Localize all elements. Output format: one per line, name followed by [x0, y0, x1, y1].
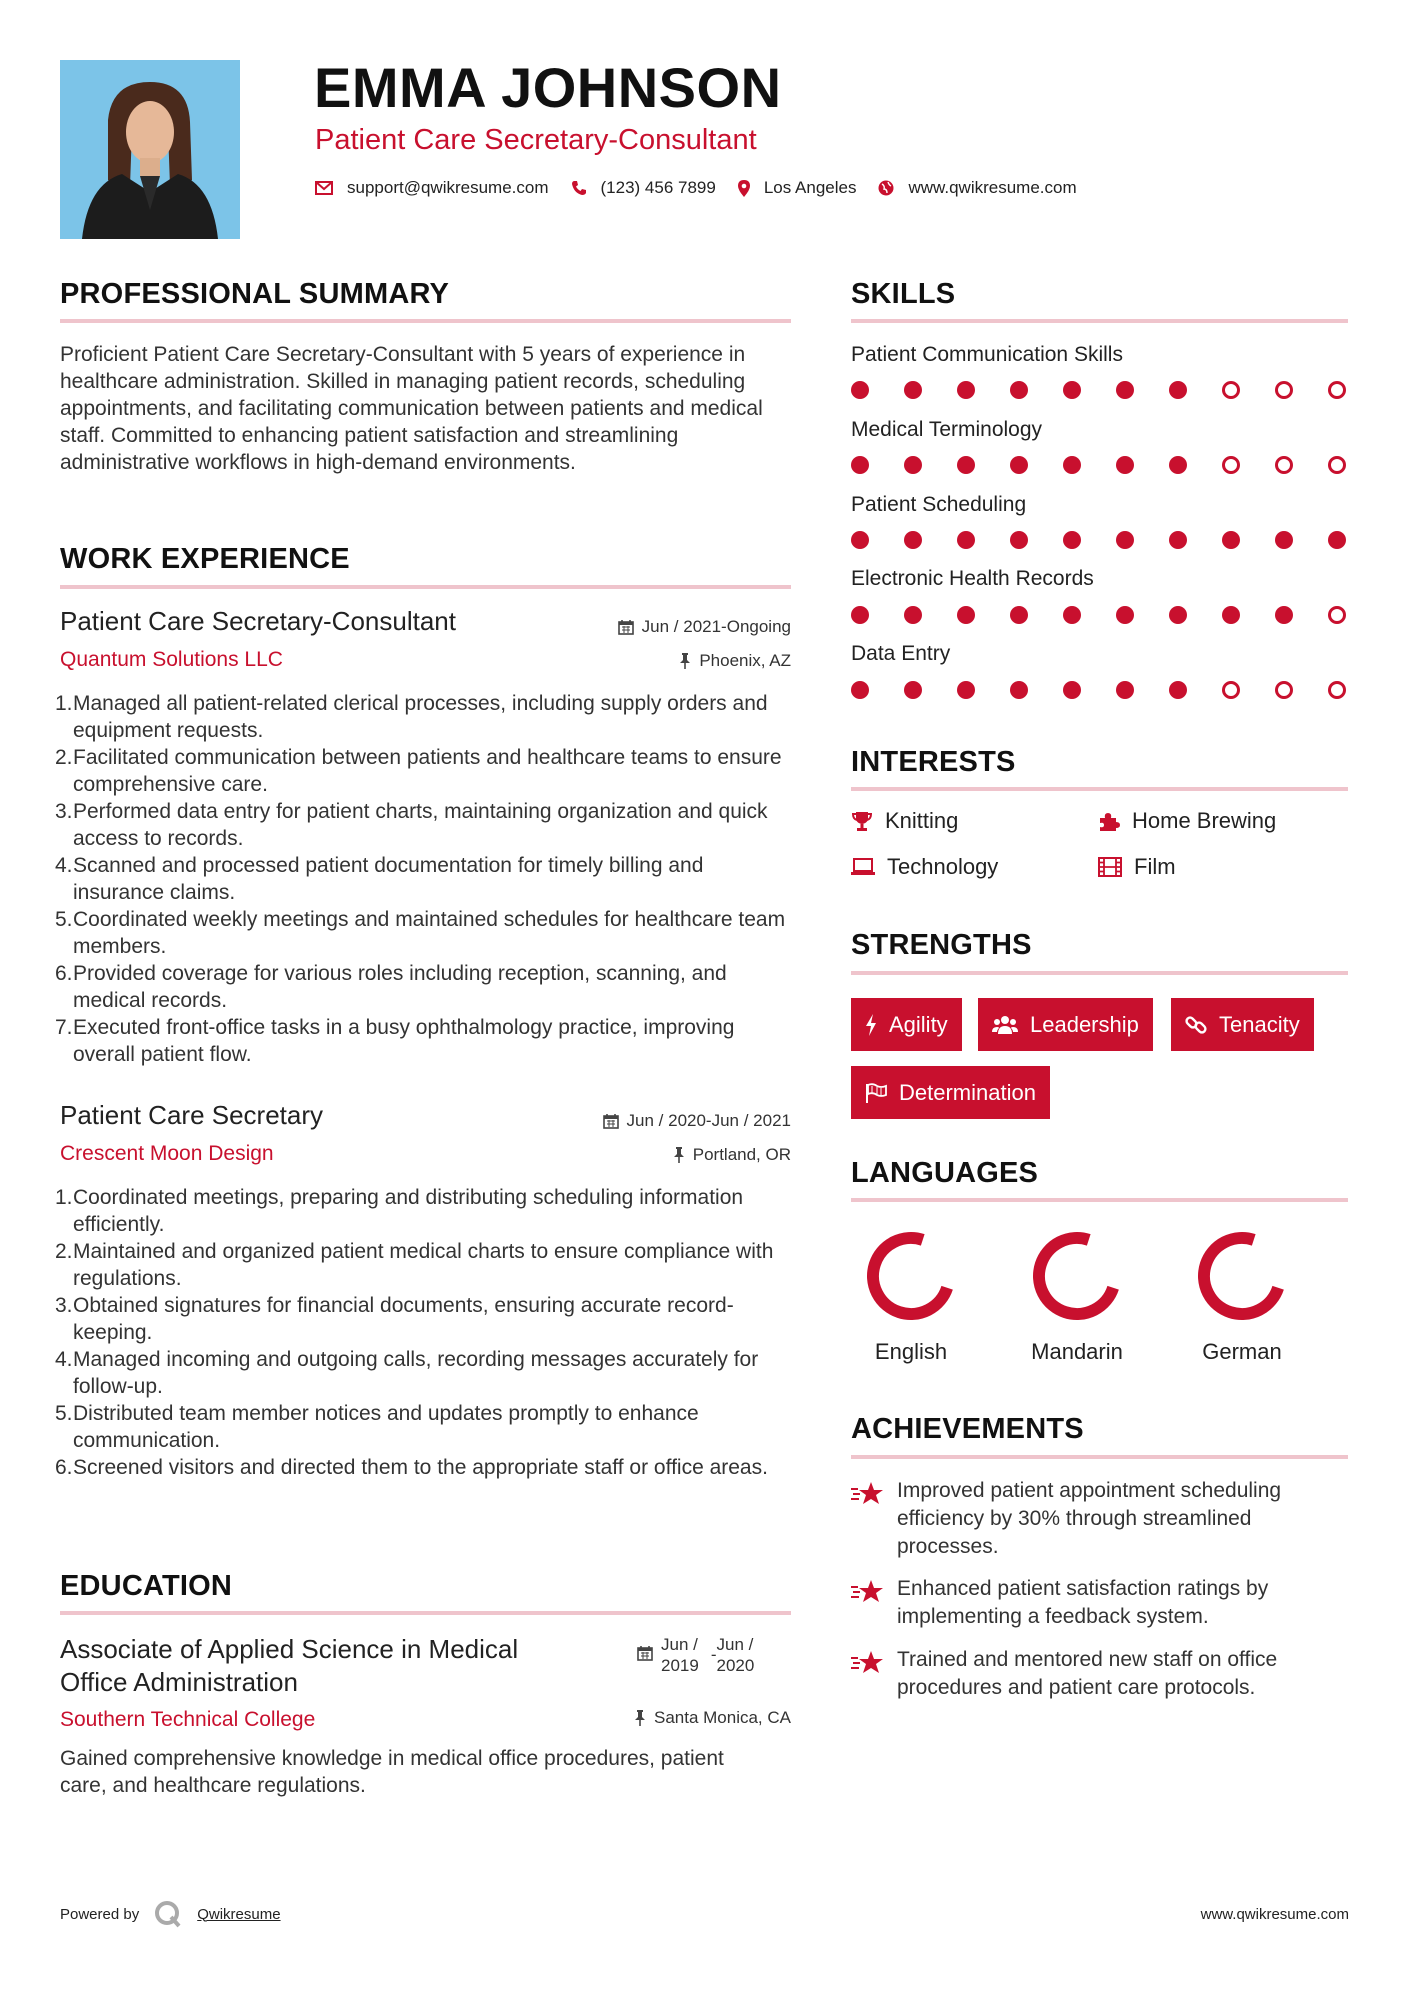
candidate-name: EMMA JOHNSON — [314, 56, 782, 119]
skill-dot-filled — [904, 456, 922, 474]
skill-dot-filled — [1222, 606, 1240, 624]
education-end: Jun / 2020 — [716, 1635, 755, 1675]
list-item: 2. Maintained and organized patient medical charts to ensure compliance with regulations. — [55, 1240, 774, 1290]
list-item: 6. Provided coverage for various roles including reception, scanning, and medical records. — [55, 962, 727, 1012]
skill-dot-filled — [1116, 681, 1134, 699]
skill-dot-filled — [1116, 456, 1134, 474]
list-item: 3. Obtained signatures for financial documents, ensuring accurate record-keeping. — [55, 1294, 734, 1344]
interest-item: Knitting — [851, 808, 958, 834]
company-name: Quantum Solutions LLC — [60, 648, 283, 671]
pushpin-icon — [673, 1147, 685, 1163]
skill-dot-filled — [1275, 606, 1293, 624]
contact-location — [738, 178, 857, 198]
skill-dot-filled — [1063, 456, 1081, 474]
star-award-icon — [851, 1481, 885, 1507]
phone-icon — [571, 180, 587, 196]
skill-dot-filled — [957, 531, 975, 549]
puzzle-icon — [1098, 810, 1120, 832]
skill-dot-filled — [957, 681, 975, 699]
job-responsibilities — [55, 690, 800, 1068]
education-dates — [637, 1634, 754, 1676]
language-item — [836, 1226, 986, 1365]
skill-dot-filled — [957, 381, 975, 399]
laptop-icon — [851, 858, 875, 876]
skill-name: Data Entry — [851, 642, 951, 665]
pushpin-icon — [679, 653, 691, 669]
contact-phone[interactable] — [571, 178, 716, 198]
star-award-icon — [851, 1650, 885, 1676]
profile-photo — [60, 60, 240, 239]
education-divider — [60, 1611, 791, 1615]
achievements-divider — [851, 1455, 1348, 1459]
skill-dot-filled — [1010, 381, 1028, 399]
language-progress-ring — [861, 1226, 961, 1326]
link-icon — [1185, 1014, 1207, 1036]
skill-dot-filled — [851, 381, 869, 399]
users-icon — [992, 1015, 1018, 1035]
skill-name: Electronic Health Records — [851, 567, 1094, 590]
skill-dot-filled — [1063, 531, 1081, 549]
skill-dot-filled — [851, 606, 869, 624]
job-location-text: Portland, OR — [692, 1145, 791, 1164]
school-name: Southern Technical College — [60, 1708, 316, 1731]
skill-dot-filled — [1169, 681, 1187, 699]
flag-icon — [865, 1083, 887, 1103]
skill-name: Patient Communication Skills — [851, 343, 1123, 366]
list-item: 3. Performed data entry for patient charts, maintaining organization and quick access to records. — [55, 800, 768, 850]
skill-dot-empty — [1328, 606, 1346, 624]
languages-heading: LANGUAGES — [851, 1157, 1039, 1189]
strength-badge: Determination — [851, 1066, 1050, 1119]
skill-dot-filled — [1063, 681, 1081, 699]
job-dates-text: Jun / 2020-Jun / 2021 — [626, 1111, 791, 1130]
calendar-icon — [618, 619, 634, 635]
degree-title — [60, 1633, 518, 1699]
globe-icon — [878, 180, 894, 196]
skill-dot-filled — [1063, 381, 1081, 399]
skill-dot-empty — [1222, 381, 1240, 399]
job-title: Patient Care Secretary — [60, 1100, 324, 1130]
qwikresume-logo-icon — [153, 1899, 183, 1929]
skill-dot-filled — [1275, 531, 1293, 549]
degree-title-line: Associate of Applied Science in Medical — [60, 1634, 519, 1664]
envelope-icon — [315, 181, 333, 195]
job-location — [679, 651, 791, 671]
skill-dot-empty — [1328, 456, 1346, 474]
contact-website-text: www.qwikresume.com — [908, 178, 1077, 197]
interest-item: Home Brewing — [1098, 808, 1276, 834]
skill-dot-filled — [1010, 681, 1028, 699]
skills-heading: SKILLS — [851, 278, 956, 310]
trophy-icon — [851, 810, 873, 832]
map-pin-icon — [738, 180, 750, 197]
achievement-item: Trained and mentored new staff on office procedures and patient care protocols. — [851, 1646, 1348, 1702]
skill-dot-filled — [851, 681, 869, 699]
contact-email[interactable] — [315, 178, 549, 198]
contact-location-text: Los Angeles — [763, 178, 857, 197]
education-location — [634, 1708, 791, 1728]
skill-dot-filled — [1169, 531, 1187, 549]
strengths-heading: STRENGTHS — [851, 929, 1032, 961]
job-dates — [603, 1111, 791, 1131]
skill-dot-filled — [1010, 531, 1028, 549]
list-item: 2. Facilitated communication between patients and healthcare teams to ensure comprehensive care. — [55, 746, 782, 796]
list-item: 1. Managed all patient-related clerical processes, including supply orders and equipment requests. — [55, 692, 768, 742]
candidate-title: Patient Care Secretary-Consultant — [315, 124, 757, 156]
skill-dot-empty — [1275, 381, 1293, 399]
skill-rating — [851, 381, 1346, 399]
languages-divider — [851, 1198, 1348, 1202]
summary-divider — [60, 319, 791, 323]
skill-dot-filled — [851, 531, 869, 549]
skill-dot-empty — [1328, 381, 1346, 399]
skill-dot-filled — [1169, 456, 1187, 474]
skill-name: Patient Scheduling — [851, 493, 1027, 516]
experience-divider — [60, 585, 791, 589]
language-progress-ring — [1192, 1226, 1292, 1326]
list-item: 4. Managed incoming and outgoing calls, recording messages accurately for follow-up. — [55, 1348, 759, 1398]
strength-badge: Tenacity — [1171, 998, 1314, 1051]
skill-dot-filled — [904, 681, 922, 699]
skill-name: Medical Terminology — [851, 418, 1043, 441]
skill-dot-filled — [1010, 606, 1028, 624]
language-name: German — [1202, 1339, 1282, 1364]
skill-dot-empty — [1328, 681, 1346, 699]
skill-dot-filled — [904, 606, 922, 624]
calendar-icon — [603, 1113, 619, 1129]
degree-title-line: Office Administration — [60, 1667, 298, 1697]
interests-heading: INTERESTS — [851, 746, 1016, 778]
list-item: 6. Screened visitors and directed them to the appropriate staff or office areas. — [55, 1456, 768, 1479]
job-title: Patient Care Secretary-Consultant — [60, 606, 456, 636]
skill-dot-filled — [1116, 606, 1134, 624]
film-icon — [1098, 857, 1122, 877]
achievement-item: Enhanced patient satisfaction ratings by implementing a feedback system. — [851, 1575, 1348, 1631]
skill-dot-filled — [1063, 606, 1081, 624]
skill-dot-filled — [1222, 531, 1240, 549]
skill-rating — [851, 456, 1346, 474]
education-location-text: Santa Monica, CA — [653, 1708, 791, 1727]
skill-dot-filled — [904, 381, 922, 399]
skill-dot-filled — [851, 456, 869, 474]
calendar-icon — [637, 1645, 653, 1661]
footer-url[interactable]: www.qwikresume.com — [1200, 1906, 1349, 1923]
strengths-divider — [851, 971, 1348, 975]
skill-dot-empty — [1275, 456, 1293, 474]
list-item: 1. Coordinated meetings, preparing and distributing scheduling information efficiently. — [55, 1186, 744, 1236]
job-responsibilities — [55, 1184, 800, 1481]
education-heading: EDUCATION — [60, 1570, 233, 1602]
job-dates — [618, 617, 791, 637]
contact-bar — [315, 178, 1099, 198]
summary-text: Proficient Patient Care Secretary-Consultant with 5 years of experience in healthcare administration. Skilled in managing patient records, scheduling appointments, and facilitating communication between patients and medical staff. Committed to enhancing patient satisfaction and streamlining administrative workflows in high-demand environments. — [60, 343, 763, 474]
language-name: English — [874, 1339, 948, 1364]
summary-heading: PROFESSIONAL SUMMARY — [60, 278, 450, 310]
list-item: 4. Scanned and processed patient documentation for timely billing and insurance claims. — [55, 854, 704, 904]
language-name: Mandarin — [1031, 1339, 1123, 1364]
skill-dot-empty — [1222, 681, 1240, 699]
language-item — [1002, 1226, 1152, 1365]
bolt-icon — [865, 1014, 877, 1036]
interest-item: Technology — [851, 854, 998, 880]
job-location-text: Phoenix, AZ — [699, 651, 791, 670]
skill-dot-empty — [1275, 681, 1293, 699]
skill-dot-empty — [1222, 456, 1240, 474]
star-award-icon — [851, 1579, 885, 1605]
skill-rating — [851, 531, 1346, 549]
skill-dot-filled — [1116, 381, 1134, 399]
achievement-item: Improved patient appointment scheduling efficiency by 30% through streamlined processes. — [851, 1477, 1348, 1561]
contact-phone-text: (123) 456 7899 — [600, 178, 716, 197]
education-start: Jun / 2019 — [661, 1635, 699, 1675]
list-item: 5. Distributed team member notices and updates promptly to enhance communication. — [55, 1402, 699, 1452]
company-name: Crescent Moon Design — [60, 1142, 274, 1165]
skill-dot-filled — [957, 456, 975, 474]
job-dates-text: Jun / 2021-Ongoing — [641, 617, 791, 636]
contact-website[interactable] — [878, 178, 1076, 198]
contact-email-text: support@qwikresume.com — [347, 178, 549, 197]
qwikresume-link[interactable]: Qwikresume — [197, 1905, 281, 1923]
language-progress-ring — [1027, 1226, 1127, 1326]
strength-badge: Agility — [851, 998, 962, 1051]
skill-dot-filled — [1328, 531, 1346, 549]
interest-item: Film — [1098, 854, 1176, 880]
education-date-separator: - — [710, 1645, 717, 1664]
education-text: Gained comprehensive knowledge in medical office procedures, patient care, and healthcare regulations. — [60, 1747, 724, 1797]
skill-rating — [851, 606, 1346, 624]
skill-dot-filled — [1169, 606, 1187, 624]
skill-dot-filled — [1116, 531, 1134, 549]
skill-rating — [851, 681, 1346, 699]
job-location — [673, 1145, 791, 1165]
experience-heading: WORK EXPERIENCE — [60, 543, 350, 575]
strength-badge: Leadership — [978, 998, 1153, 1051]
skills-divider — [851, 319, 1348, 323]
skill-dot-filled — [1010, 456, 1028, 474]
powered-by-label: Powered by — [60, 1905, 140, 1923]
skill-dot-filled — [904, 531, 922, 549]
achievements-heading: ACHIEVEMENTS — [851, 1413, 1084, 1445]
list-item: 5. Coordinated weekly meetings and maintained schedules for healthcare team members. — [55, 908, 786, 958]
skill-dot-filled — [1169, 381, 1187, 399]
interests-divider — [851, 787, 1348, 791]
pushpin-icon — [634, 1710, 646, 1726]
language-item — [1167, 1226, 1317, 1365]
list-item: 7. Executed front-office tasks in a busy ophthalmology practice, improving overall patient flow. — [55, 1016, 735, 1066]
footer-powered-by — [60, 1899, 281, 1929]
skill-dot-filled — [957, 606, 975, 624]
